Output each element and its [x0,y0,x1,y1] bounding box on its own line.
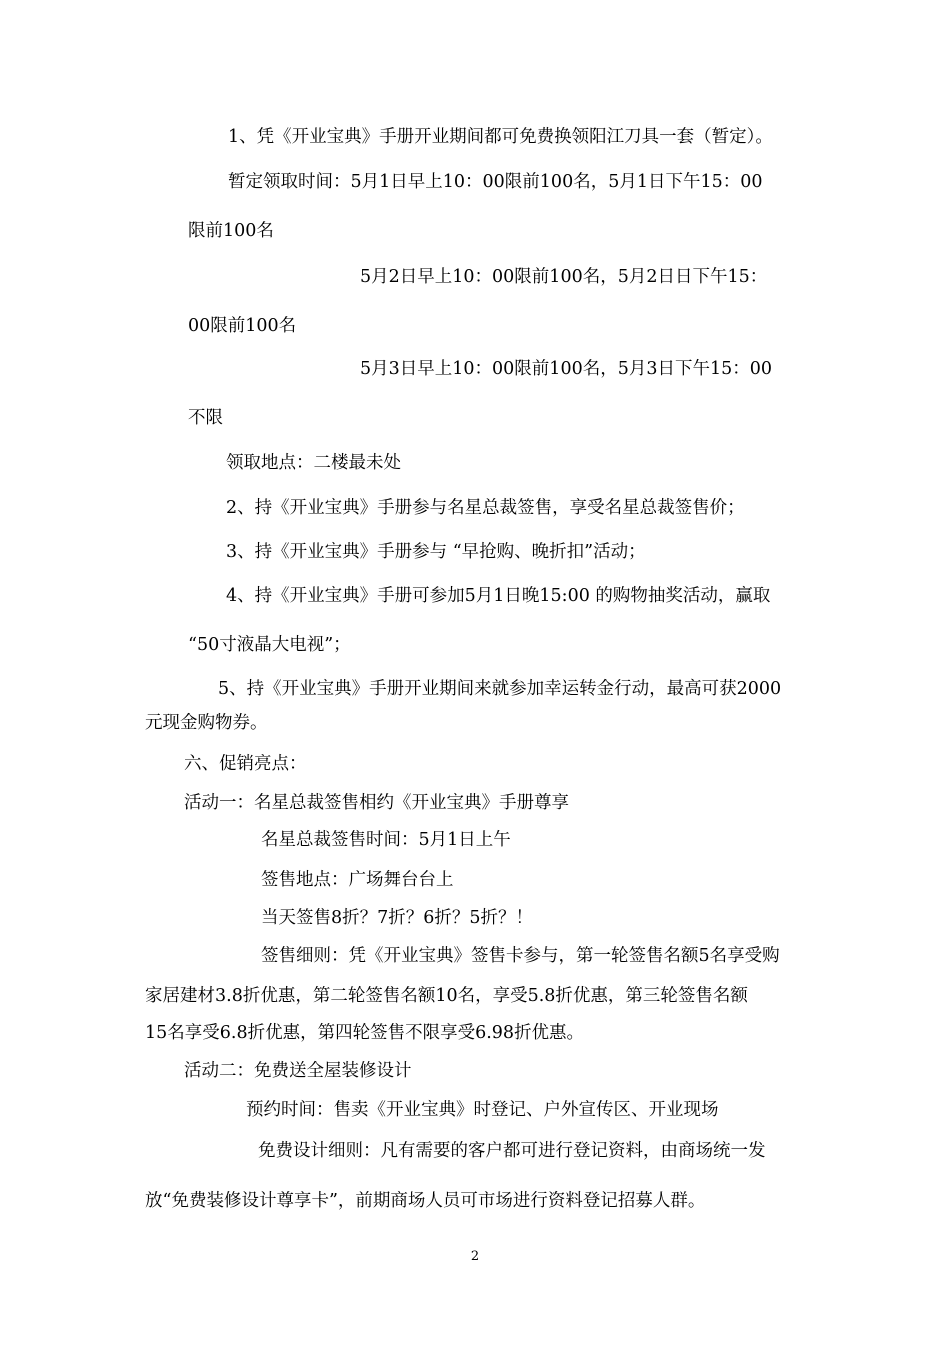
text-line: 领取地点：二楼最未处 [226,453,401,473]
text-line: 限前100名 [188,221,274,241]
text-line: 元现金购物券。 [145,713,268,733]
text-line: 1、凭《开业宝典》手册开业期间都可免费换领阳江刀具一套（暂定）。 [228,127,773,147]
text-line: 4、持《开业宝典》手册可参加5月1日晚15:00 的购物抽奖活动，赢取 [226,586,771,606]
text-line: 签售地点：广场舞台台上 [261,870,454,890]
text-line: 预约时间：售卖《开业宝典》时登记、户外宣传区、开业现场 [246,1100,719,1120]
activity-heading: 活动一：名星总裁签售相约《开业宝典》手册尊享 [184,793,569,813]
text-line: 5、持《开业宝典》手册开业期间来就参加幸运转金行动，最高可获2000 [218,679,782,699]
text-line: 暂定领取时间：5月1日早上10：00限前100名，5月1日下午15：00 [228,172,763,192]
text-line: “50寸液晶大电视”； [188,635,351,655]
section-heading: 六、促销亮点： [184,754,307,774]
text-line: 5月2日早上10：00限前100名，5月2日日下午15： [360,267,768,287]
text-line: 家居建材3.8折优惠，第二轮签售名额10名，享受5.8折优惠，第三轮签售名额 [145,986,748,1006]
text-line: 5月3日早上10：00限前100名，5月3日下午15：00 [360,359,773,379]
text-line: 当天签售8折？7折？6折？5折？！ [261,908,534,928]
text-line: 00限前100名 [188,316,297,336]
page-number: 2 [470,1249,480,1264]
text-line: 放“免费装修设计尊享卡”，前期商场人员可市场进行资料登记招募人群。 [145,1191,706,1211]
text-line: 签售细则：凭《开业宝典》签售卡参与，第一轮签售名额5名享受购 [261,946,780,966]
text-line: 免费设计细则：凡有需要的客户都可进行登记资料，由商场统一发 [258,1141,766,1161]
text-line: 名星总裁签售时间：5月1日上午 [261,830,511,850]
activity-heading: 活动二：免费送全屋装修设计 [184,1061,412,1081]
text-line: 2、持《开业宝典》手册参与名星总裁签售，享受名星总裁签售价； [226,498,745,518]
text-line: 3、持《开业宝典》手册参与 “早抢购、晚折扣”活动； [226,542,646,562]
text-line: 不限 [188,408,223,428]
text-line: 15名享受6.8折优惠，第四轮签售不限享受6.98折优惠。 [145,1023,585,1043]
